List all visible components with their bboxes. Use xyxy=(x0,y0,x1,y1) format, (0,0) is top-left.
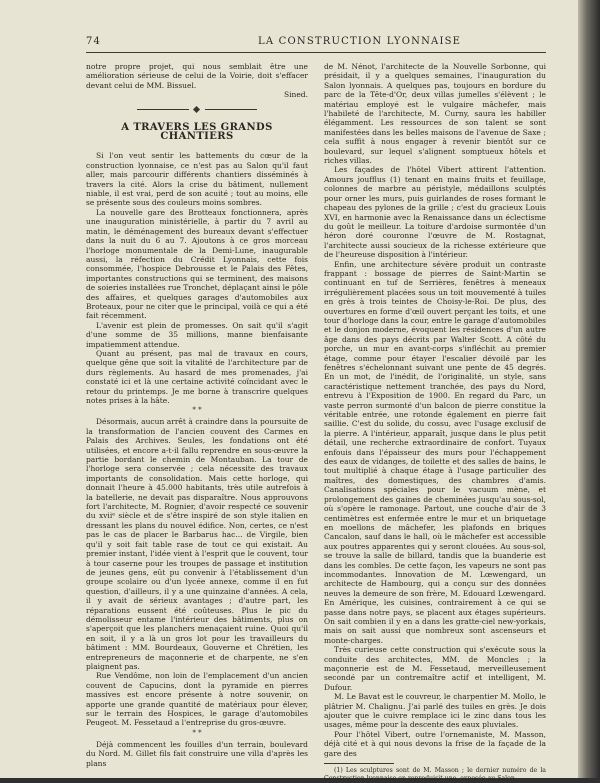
article-paragraph: Très curieuse cette construction qui s'exécute sous la conduite des architectes, MM. de Moncles ; la maçonnerie est de M. Fessetaud, merveilleusement secondé par un contremaître actif et intelligent, M. Dufour. xyxy=(324,645,546,692)
article-paragraph: de M. Nénot, l'architecte de la Nouvelle Sorbonne, qui présidait, il y a quelques semaines, l'inauguration du Salon lyonnais. A quelques pas, toujours en bordure du parc de la Tête-d'Or, deux villas jumelles s'élèvent ; le matériau employé est le vulgaire mâchefer, mais l'habileté de l'architecte, M. Curny, saura les habiller élégamment. Les ressources de son talent se sont manifestées dans les belles maisons de l'avenue de Saxe ; cela suffit à nous engager à revenir bientôt sur ce boulevard, sur lequel s'alignent somptueux hôtels et riches villas. xyxy=(324,62,546,166)
article-paragraph: Les façades de l'hôtel Vibert attirent l'attention. Amours joufflus (1) tenant en mains fruits et feuillage, colonnes de marbre au péristyle, médaillons sculptés pour orner les murs, puis guirlandes de roses formant le chapeau des pylones de la grille ; c'est du gracieux Louis XVI, en harmonie avec la Renaissance dans un éclectisme du goût le meilleur. La toiture d'ardoise surmontée d'un héron doré couronne l'œuvre de M. Rostagnat, l'architecte aussi soucieux de la richesse extérieure que de l'heureuse disposition à l'intérieur. xyxy=(324,165,546,260)
section-title: A TRAVERS LES GRANDS CHANTIERS xyxy=(121,121,273,143)
book-binding-shadow xyxy=(578,0,600,778)
left-column xyxy=(86,62,308,768)
intro-paragraph: notre propre projet, qui nous semblait être une amélioration sérieuse de celui de la Voirie, doit s'effacer devant celui de MM. Bissuel. xyxy=(86,62,308,90)
article-paragraph: M. Le Bavat est le couvreur, le charpentier M. Mollo, le plâtrier M. Chalignu. J'ai parlé des tuiles en grès. Je dois ajouter que le cuivre remplace ici le zinc dans tous les usages, même pour la descente des eaux pluviales. xyxy=(324,692,546,730)
footnote-rule xyxy=(324,763,394,764)
article-paragraph: Enfin, une architecture sévère produit un contraste frappant : bossage de pierres de Saint-Martin se continuant en tuf de Serrières, fenêtres à meneaux irrégulièrement placées sous un toit mouvementé à tuiles en grès à trois teintes de Choisy-le-Roi. De plus, des ouvertures en forme d'œil ouvert perçant les toits, et une tour d'horloge dans la cour, entre le garage d'automobiles et le donjon moderne, évoquent les résidences d'un autre âge dans des pays décrits par Walter Scott. A côté du porche, un mur en avant-corps s'infléchit au premier étage, comme pour étayer l'escalier dévoilé par les fenêtres s'échelonnant suivant une pente de 45 degrés. En un mot, de l'inédit, de l'originalité, un style, sans caractéristique nettement tranchée, des pays du Nord, entrevu à l'Exposition de 1900. En regard du Parc, un vaste perron surmonté d'un balcon de pierre constitue la véritable entrée, une rotonde également en pierre fait saillie. C'est du solide, du cossu, avec l'usage exclusif de la pierre. A l'intérieur, apparaît, jusque dans le plus petit détail, une recherche extraordinaire de confort. Tuyaux enfouis dans l'épaisseur des murs pour l'échappement des eaux de vidanges, de toilette et des salles de bains, le tout multiplié à chaque étage à l'usage particulier des maîtres, des domestiques, des chambres d'amis. Canalisations spéciales pour le vacuum mène, et prolongement des gaines de cheminées jusqu'au sous-sol, où s'opère le ramonage. Partout, une couche d'air de 3 centimètres est enfermée entre le mur et un briquetage en moellons de mâchefer, les plafonds en briques Cancalon, sauf dans le hall, où le mâchefer est accessible aux poutres apparentes qui y seront clouées. Au sous-sol, se trouve la salle de billard, tandis que la buanderie est dans les combles. De cette façon, les vapeurs ne sont pas incommodantes. Innovation de M. Lœwengard, un architecte de Hambourg, qui a conçu sur des données neuves la demeure de son frère, M. Edouard Lœwengard. En Amérique, les cuisines, contrairement à ce qui se passe dans notre pays, se placent aux étages supérieurs. On sait combien il y en a dans les gratte-ciel new-yorkais, mais on sait aussi que nombreux sont ascenseurs et monte-charges. xyxy=(324,259,546,645)
article-paragraph: Déjà commencent les fouilles d'un terrain, boulevard du Nord. M. Gillet fils fait construire une villa d'après les plans xyxy=(86,739,308,768)
article-paragraph: Si l'on veut sentir les battements du cœur de la construction lyonnaise, ce n'est pas au Salon qu'il faut aller, mais parcourir différents chantiers disséminés à travers la cité. Alors la crise du bâtiment, nullement niable, il est vrai, perd de son acuité ; tout au moins, elle se présente sous des couleurs moins sombres. xyxy=(86,151,308,208)
page-number: 74 xyxy=(86,36,102,47)
article-paragraph: Pour l'hôtel Vibert, outre l'ornemaniste, M. Masson, déjà cité et à qui nous devons la frise de la façade de la gare des xyxy=(324,729,546,758)
article-paragraph: Rue Vendôme, non loin de l'emplacement d'un ancien couvent de Capucins, dont la pyramide en pierres massives est encore présente à notre souvenir, on apporte une grande quantité de matériaux pour élever, sur le terrain des Hospices, le garage d'automobiles Peugeot. M. Fessetaud a l'entreprise du gros-œuvre. xyxy=(86,671,308,728)
footnote: (1) Les sculptures sont de M. Masson ; le dernier numéro de la Construction lyonnaise en reproduisit une, exposée au Salon. xyxy=(324,767,546,783)
running-header xyxy=(86,36,546,50)
intro-signature: Sined. xyxy=(284,90,308,100)
journal-title: LA CONSTRUCTION LYONNAISE xyxy=(258,36,462,47)
section-stars: * * xyxy=(192,406,202,415)
article-paragraph: Désormais, aucun arrêt à craindre dans la poursuite de la transformation de l'ancien couvent des Carmes en Palais des Archives. Seules, les fondations ont été utilisées, et encore a-t-il fallu reprendre en sous-œuvre la partie bordant le chemin de Montauban. La tour de l'horloge sera conservée ; cela nécessite des travaux importants de consolidation. Mais cette horloge, qui donnait l'heure à 45.000 habitants, très utile autrefois à la batellerie, ne devait pas disparaître. Nous approuvons fort l'architecte, M. Rognier, d'avoir respecté ce souvenir du xviiᵉ siècle et de s'être inspiré de son style italien en dressant les plans du nouvel édifice. Non, certes, ce n'est pas le cas de placer le Barbarus hac... de Virgile, bien qu'il y soit fait table rase de tout ce qui existait. Au premier instant, l'idée vient à l'esprit que le couvent, tour à tour caserne pour les troupes de passage et institution de jeunes gens, eût pu convenir à l'établissement d'un groupe scolaire ou d'un lycée annexe, comme il en fut question, d'ailleurs, il y a une quinzaine d'années. A cela, il y avait de sérieux avantages ; d'autre part, les réparations eussent été coûteuses. Plus le pic du démolisseur entame l'intérieur des bâtiments, plus on s'aperçoit que les planchers menaçaient ruine. Quoi qu'il en soit, il y a là un gros lot pour les travailleurs du bâtiment : MM. Bourdeaux, Gouverne et Chrétien, les entrepreneurs de maçonnerie et de charpente, ne s'en plaignent pas. xyxy=(86,417,308,671)
ornamental-divider xyxy=(137,106,257,113)
article-paragraph: L'avenir est plein de promesses. On sait qu'il s'agit d'une somme de 35 millions, manne bienfaisante impatiemment attendue. xyxy=(86,320,308,349)
right-column xyxy=(324,62,546,783)
article-paragraph: Quant au présent, pas mal de travaux en cours, quelque gêne que soit la vitalité de l'architecture par de durs règlements. Au hasard de mes promenades, j'ai constaté ici et là une certaine activité coïncidant avec le retour du printemps. Je me borne à transcrire quelques notes prises à la hâte. xyxy=(86,348,308,405)
header-rule xyxy=(86,52,546,53)
section-stars: * * xyxy=(192,728,202,737)
article-paragraph: La nouvelle gare des Brotteaux fonctionnera, après une inauguration ministérielle, à partir du 7 avril au matin, le déménagement des bureaux devant s'effectuer dans la nuit du 6 au 7. Ajoutons à ce gros morceau l'horloge monumentale de la Demi-Lune, inaugurable aussi, la réfection du Crédit Lyonnais, cette fois consommée, l'hospice Debrousse et le Palais des Fêtes, importantes constructions qui se terminent, des maisons de soieries installées rue Tronchet, déplaçant ainsi le pôle des affaires, et quelques garages d'automobiles aux Broteaux, pour ne citer que le principal, voilà ce qui a été fait récemment. xyxy=(86,207,308,321)
